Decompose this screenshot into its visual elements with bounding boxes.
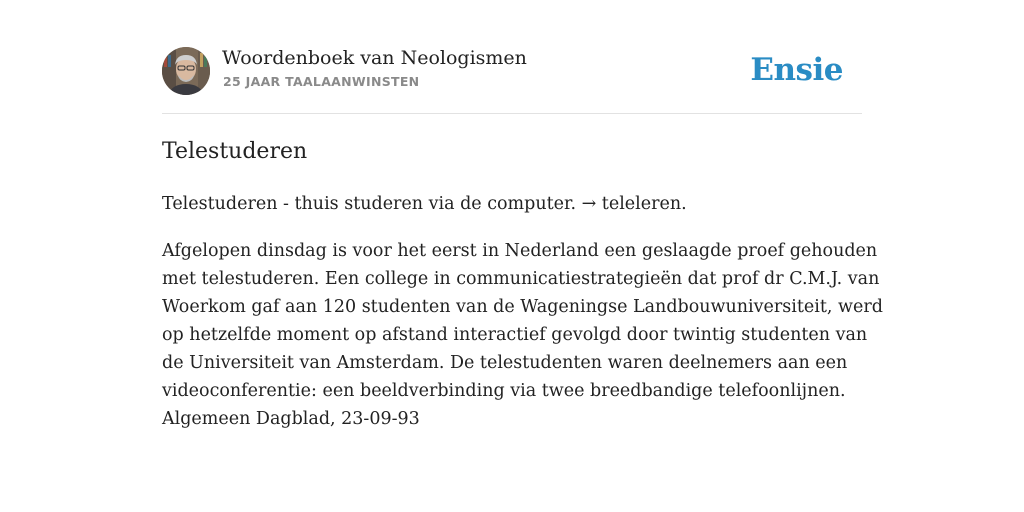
example-line: op hetzelfde moment op afstand interactief gevolgd door twintig studenten van (162, 325, 868, 345)
page (162, 0, 883, 512)
example-line: videoconferentie: een beeldverbinding via twee breedbandige telefoonlijnen. (162, 381, 846, 401)
entry-definition: Telestuderen - thuis studeren via de computer. → teleleren. (162, 194, 687, 214)
ensie-logo[interactable]: Ensie (750, 52, 843, 88)
example-line: met telestuderen. Een college in communicatiestrategieën dat prof dr C.M.J. van (162, 269, 880, 289)
example-line: Woerkom gaf aan 120 studenten van de Wageningse Landbouwuniversiteit, werd (162, 297, 883, 317)
header-divider (162, 113, 862, 114)
entry-example (162, 237, 883, 433)
entry-title: Telestuderen (162, 139, 308, 164)
site-subtitle: 25 JAAR TAALAANWINSTEN (223, 74, 420, 89)
header (162, 46, 862, 96)
site-title[interactable]: Woordenboek van Neologismen (222, 47, 527, 69)
avatar-portrait-icon (162, 47, 210, 95)
example-line: de Universiteit van Amsterdam. De telestudenten waren deelnemers aan een (162, 353, 848, 373)
example-source: Algemeen Dagblad, 23-09-93 (162, 409, 420, 429)
example-line: Afgelopen dinsdag is voor het eerst in Nederland een geslaagde proef gehouden (162, 241, 878, 261)
author-avatar[interactable] (162, 47, 210, 95)
